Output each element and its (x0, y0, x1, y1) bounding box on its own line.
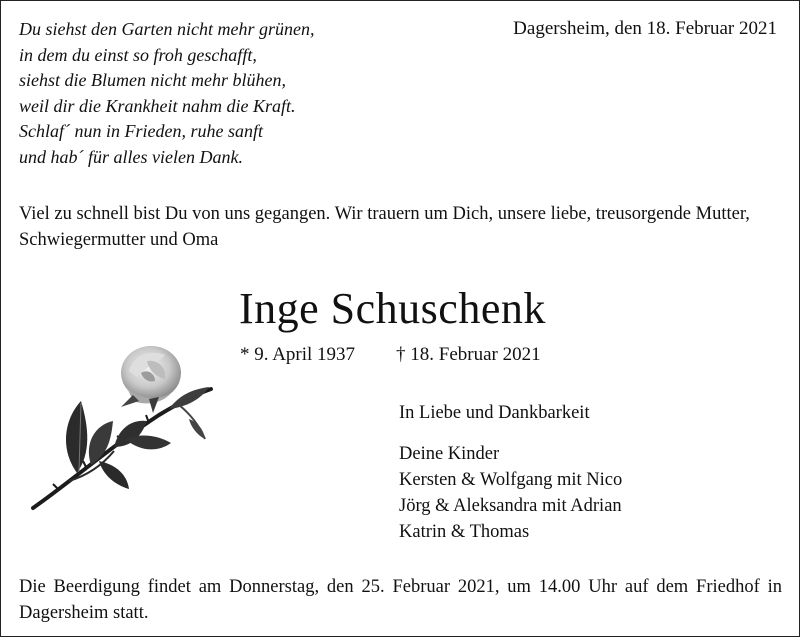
place-date: Dagersheim, den 18. Februar 2021 (513, 18, 777, 39)
mourner-line: Katrin & Thomas (399, 522, 530, 542)
poem-line: in dem du einst so froh geschafft, (19, 44, 257, 65)
death-date: † 18. Februar 2021 (396, 344, 541, 365)
deceased-name: Inge Schuschenk (239, 284, 546, 333)
mourners-heading: In Liebe und Dankbarkeit (399, 403, 590, 423)
poem-line: siehst die Blumen nicht mehr blühen, (19, 70, 286, 91)
funeral-notice: Die Beerdigung findet am Donnerstag, den 25. Februar 2021, um 14.00 Uhr auf dem Friedhof in Dagersheim statt. (19, 577, 782, 623)
memorial-poem (19, 17, 314, 171)
mourners-list (399, 441, 622, 545)
poem-line: weil dir die Krankheit nahm die Kraft. (19, 95, 296, 116)
mourner-line: Jörg & Aleksandra mit Adrian (399, 496, 622, 516)
mourner-line: Kersten & Wolfgang mit Nico (399, 470, 623, 490)
poem-line: Du siehst den Garten nicht mehr grünen, (19, 19, 315, 39)
intro-text: Viel zu schnell bist Du von uns gegangen. Wir trauern um Dich, unsere liebe, treusorgende Mutter, Schwiegermutter und Oma (19, 204, 750, 250)
poem-line: Schlaf´ nun in Frieden, ruhe sanft (19, 121, 263, 142)
mourner-line: Deine Kinder (399, 444, 500, 464)
poem-line: und hab´ für alles vielen Dank. (19, 146, 243, 167)
birth-date: * 9. April 1937 (240, 344, 356, 365)
rose-icon (29, 343, 229, 523)
